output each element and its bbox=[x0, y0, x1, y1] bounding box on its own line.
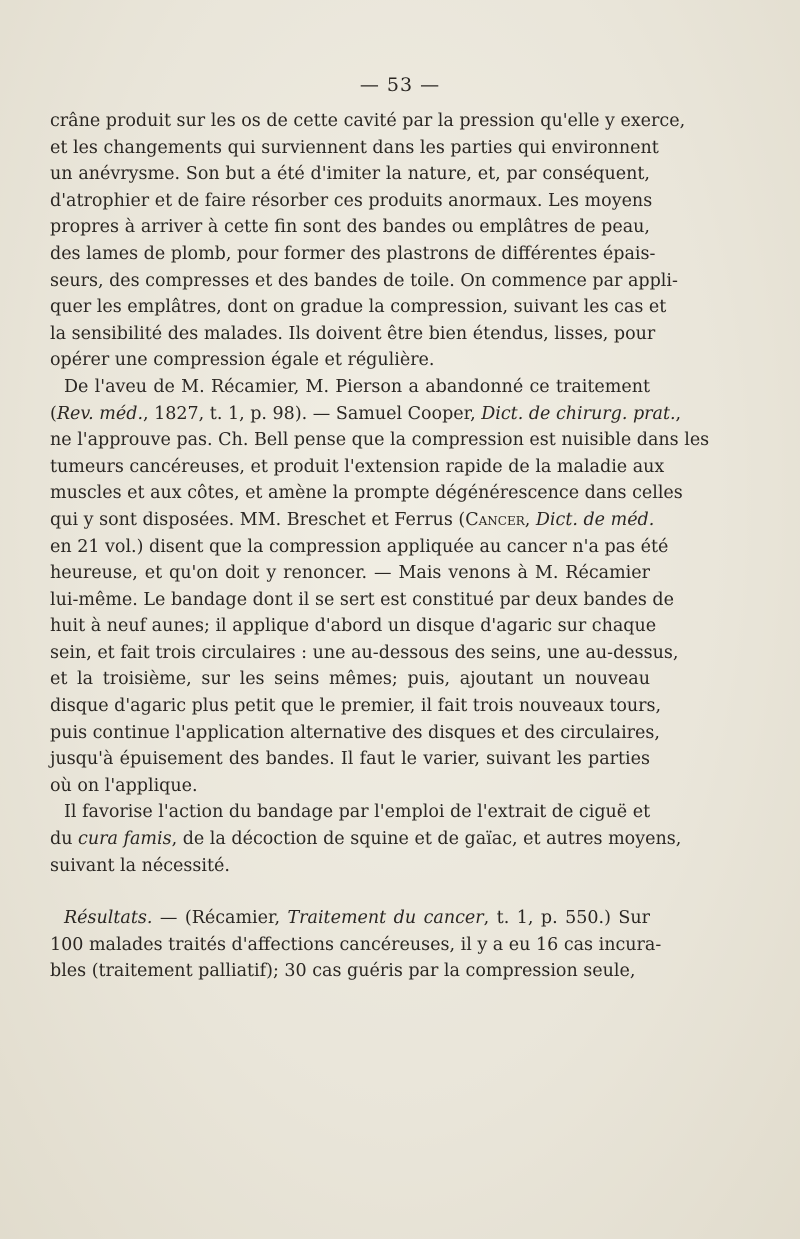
text-line bbox=[50, 587, 674, 614]
text-run: bles (traitement palliatif); 30 cas guéris par la compression seule, bbox=[50, 961, 636, 982]
text-run: ( bbox=[50, 403, 57, 424]
text-run: Dict. de chirurg. prat. bbox=[481, 403, 676, 424]
text-run: , de la décoction de squine et de gaïac, et autres moyens, bbox=[171, 829, 682, 850]
text-run: et les changements qui surviennent dans les parties qui environnent bbox=[50, 137, 659, 158]
text-line bbox=[50, 932, 662, 959]
text-run: , 1827, t. 1, p. 98). — Samuel Cooper, bbox=[143, 403, 482, 424]
text-line bbox=[50, 720, 660, 747]
paragraph bbox=[50, 799, 682, 879]
section-gap bbox=[50, 879, 650, 905]
text-line bbox=[50, 799, 650, 826]
text-line bbox=[50, 454, 665, 481]
text-line bbox=[50, 321, 656, 348]
text-run: sein, et fait trois circulaires : une au-dessous des seins, une au-dessus, bbox=[50, 642, 679, 663]
text-run: seurs, des compresses et des bandes de toile. On commence par appli- bbox=[50, 270, 678, 291]
text-line bbox=[50, 853, 650, 880]
text-run: en 21 vol.) disent que la compression appliquée au cancer n'a pas été bbox=[50, 536, 669, 557]
text-line bbox=[50, 161, 650, 188]
text-run: De l'aveu de M. Récamier, M. Pierson a abandonné ce traitement bbox=[64, 376, 650, 397]
text-run: Il favorise l'action du bandage par l'emploi de l'extrait de ciguë et bbox=[64, 802, 651, 823]
text-run: — (Récamier, bbox=[152, 908, 288, 929]
text-line bbox=[50, 613, 657, 640]
text-line bbox=[50, 746, 650, 773]
text-line bbox=[50, 427, 710, 454]
text-line bbox=[50, 905, 650, 932]
text-run: et la troisième, sur les seins mêmes; puis, ajoutant un nouveau bbox=[50, 669, 650, 690]
body-text bbox=[50, 108, 710, 985]
text-run: Rev. méd. bbox=[56, 403, 144, 424]
text-line bbox=[50, 507, 655, 534]
text-line bbox=[50, 108, 686, 135]
text-line bbox=[50, 666, 650, 693]
text-line bbox=[50, 640, 679, 667]
text-run: Traitement du cancer bbox=[287, 908, 484, 929]
text-line bbox=[50, 374, 650, 401]
text-run: Cancer bbox=[465, 509, 525, 530]
text-run: la sensibilité des malades. Ils doivent être bien étendus, lisses, pour bbox=[50, 323, 656, 344]
text-run: muscles et aux côtes, et amène la prompte dégénérescence dans celles bbox=[50, 483, 683, 504]
text-run: du bbox=[50, 829, 79, 850]
text-run: puis continue l'application alternative des disques et des circulaires, bbox=[50, 722, 660, 743]
text-run: propres à arriver à cette fin sont des bandes ou emplâtres de peau, bbox=[50, 217, 650, 238]
paragraph bbox=[50, 374, 710, 800]
text-line bbox=[50, 294, 667, 321]
text-run: quer les emplâtres, dont on gradue la compression, suivant les cas et bbox=[50, 297, 667, 318]
text-run: Résultats. bbox=[64, 908, 153, 929]
text-line bbox=[50, 135, 659, 162]
text-run: jusqu'à épuisement des bandes. Il faut le varier, suivant les parties bbox=[50, 749, 650, 770]
text-line bbox=[50, 773, 650, 800]
text-line bbox=[50, 401, 682, 428]
text-run: , t. 1, p. 550.) Sur bbox=[483, 908, 650, 929]
text-line bbox=[50, 958, 650, 985]
text-line bbox=[50, 241, 656, 268]
text-run: , bbox=[524, 509, 536, 530]
text-run: ne l'approuve pas. Ch. Bell pense que la compression est nuisible dans les bbox=[50, 430, 710, 451]
text-run: huit à neuf aunes; il applique d'abord un disque d'agaric sur chaque bbox=[50, 616, 657, 637]
text-run: disque d'agaric plus petit que le premier, il fait trois nouveaux tours, bbox=[50, 696, 662, 717]
text-run: cura famis bbox=[78, 829, 172, 850]
text-line bbox=[50, 214, 650, 241]
text-line bbox=[50, 188, 653, 215]
text-run: un anévrysme. Son but a été d'imiter la nature, et, par conséquent, bbox=[50, 164, 650, 185]
text-run: où on l'applique. bbox=[50, 775, 198, 796]
text-run: , bbox=[675, 403, 682, 424]
text-run: tumeurs cancéreuses, et produit l'extension rapide de la maladie aux bbox=[50, 456, 665, 477]
text-run: Dict. de méd. bbox=[535, 509, 655, 530]
text-run: des lames de plomb, pour former des plastrons de différentes épais- bbox=[50, 243, 656, 264]
text-run: opérer une compression égale et régulière. bbox=[50, 350, 435, 371]
text-line bbox=[50, 826, 682, 853]
text-line bbox=[50, 268, 678, 295]
text-run: heureuse, et qu'on doit y renoncer. — Mais venons à M. Récamier bbox=[50, 563, 650, 584]
text-line bbox=[50, 347, 650, 374]
text-run: crâne produit sur les os de cette cavité par la pression qu'elle y exerce, bbox=[50, 111, 686, 131]
text-run: qui y sont disposées. MM. Breschet et Ferrus ( bbox=[50, 509, 466, 530]
text-line bbox=[50, 693, 662, 720]
text-line bbox=[50, 480, 683, 507]
text-line bbox=[50, 560, 650, 587]
text-run: suivant la nécessité. bbox=[50, 855, 230, 876]
text-line bbox=[50, 534, 669, 561]
text-run: lui-même. Le bandage dont il se sert est constitué par deux bandes de bbox=[50, 589, 674, 610]
paragraph bbox=[50, 905, 662, 985]
text-run: d'atrophier et de faire résorber ces produits anormaux. Les moyens bbox=[50, 190, 653, 211]
page-number: — 53 — bbox=[359, 74, 441, 96]
text-run: 100 malades traités d'affections cancéreuses, il y a eu 16 cas incura- bbox=[50, 934, 662, 955]
paragraph bbox=[50, 108, 686, 374]
